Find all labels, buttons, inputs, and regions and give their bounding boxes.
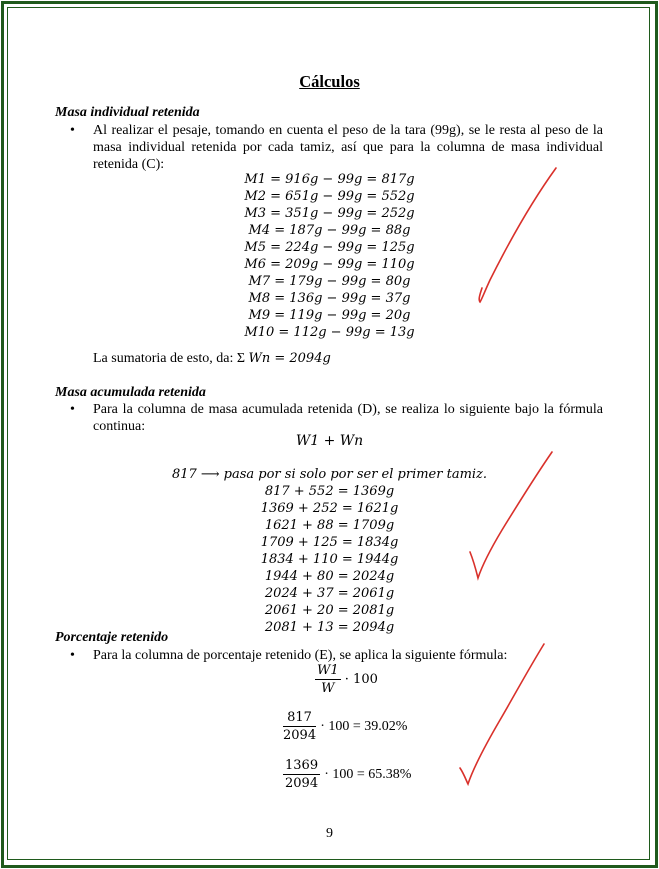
fraction — [315, 662, 341, 697]
equation-line: 1621 + 88 = 1709g — [264, 518, 395, 534]
equation-line: 817 + 552 = 1369g — [264, 484, 395, 499]
equation-line: M1 = 916g − 99g = 817g — [244, 172, 415, 187]
paragraph-masa-individual: Al realizar el pesaje, tomando en cuenta el peso de la tara (99g), se le resta al peso de la masa individual retenida por cada tamiz, así que para la columna de masa individual retenida (C): — [93, 123, 603, 172]
equation-line: M8 = 136g − 99g = 37g — [248, 291, 411, 307]
sum-formula: Wn = 2094g — [248, 351, 331, 366]
equation-line: 1834 + 110 = 1944g — [260, 552, 399, 568]
equation-line: M10 = 112g − 99g = 13g — [244, 325, 415, 341]
checkmark-icon — [468, 160, 568, 310]
equation-line: 1944 + 80 = 2024g — [264, 569, 395, 585]
equation-line: M7 = 179g − 99g = 80g — [248, 274, 411, 290]
section-heading-masa-acumulada: Masa acumulada retenida — [55, 385, 206, 400]
checkmark-icon — [452, 640, 552, 790]
equation-line: 2061 + 20 = 2081g — [264, 603, 395, 619]
sum-line — [93, 351, 331, 367]
equation-line: 2024 + 37 = 2061g — [264, 586, 395, 602]
page-number: 9 — [326, 826, 333, 841]
paragraph-porcentaje-retenido: Para la columna de porcentaje retenido (E), se aplica la siguiente fórmula: — [93, 648, 508, 663]
fraction-numerator: 817 — [283, 709, 316, 727]
equation-line: M3 = 351g − 99g = 252g — [244, 206, 415, 222]
sum-label: La sumatoria de esto, da: Σ — [93, 351, 245, 366]
equation-line: M9 = 119g − 99g = 20g — [248, 308, 411, 324]
fraction — [283, 757, 320, 792]
equation-line: M5 = 224g − 99g = 125g — [244, 240, 415, 256]
equation-line: M2 = 651g − 99g = 552g — [244, 189, 415, 205]
page-title: Cálculos — [299, 72, 360, 91]
formula-line: W1 + Wn — [295, 433, 364, 449]
fraction — [283, 709, 316, 744]
bullet-marker: • — [70, 123, 75, 138]
fraction-denominator: W — [321, 681, 335, 696]
fraction-numerator: 1369 — [285, 758, 319, 773]
section-heading-masa-individual: Masa individual retenida — [55, 105, 200, 120]
example-porcentaje-2 — [283, 757, 411, 792]
fraction-denominator: 2094 — [285, 776, 319, 791]
paragraph-masa-acumulada: Para la columna de masa acumulada retenida (D), se realiza lo siguiente bajo la fórmula continua: — [93, 402, 603, 434]
example-result: · 100 = 65.38% — [324, 767, 412, 782]
equation-line: 2081 + 13 = 2094g — [264, 620, 395, 636]
fraction-numerator: W1 — [317, 663, 339, 678]
equation-line: 1709 + 125 = 1834g — [260, 535, 399, 551]
checkmark-icon — [462, 446, 562, 586]
equation-line: M4 = 187g − 99g = 88g — [248, 223, 411, 239]
section-heading-porcentaje-retenido: Porcentaje retenido — [55, 630, 169, 645]
example-porcentaje-1 — [283, 709, 407, 744]
fraction-denominator: 2094 — [283, 728, 317, 743]
formula-porcentaje — [315, 662, 378, 697]
equation-line: 1369 + 252 = 1621g — [260, 501, 399, 517]
bullet-marker: • — [70, 402, 75, 417]
formula-suffix: · 100 — [344, 672, 378, 687]
example-result: · 100 = 39.02% — [320, 719, 408, 734]
bullet-marker: • — [70, 648, 75, 663]
equation-line: M6 = 209g − 99g = 110g — [244, 257, 415, 273]
first-sieve-line: 817 ⟶ pasa por si solo por ser el primer tamiz. — [171, 467, 488, 482]
